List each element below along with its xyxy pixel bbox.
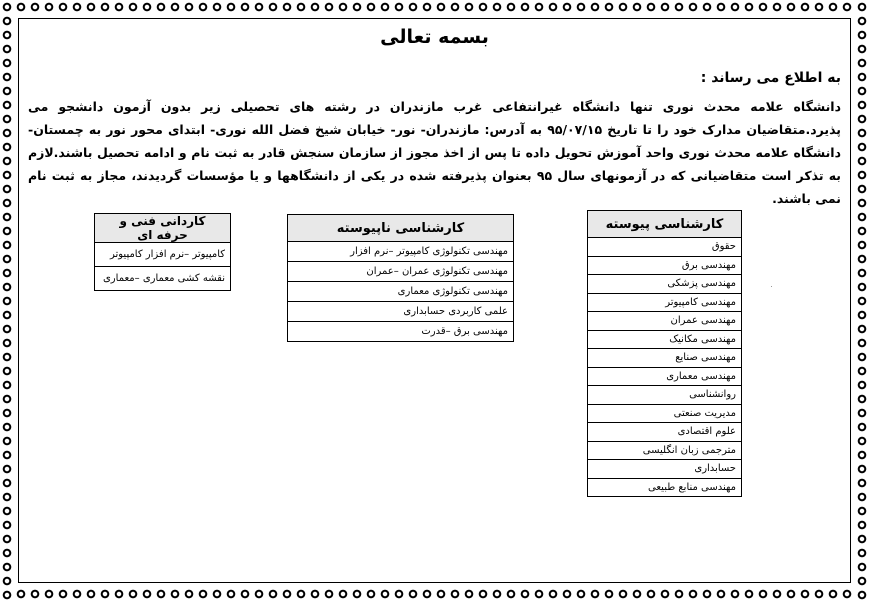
program-cell: مهندسی معماری — [588, 367, 742, 386]
program-cell: مترجمی زبان انگلیسی — [588, 441, 742, 460]
program-cell: کامپیوتر –نرم افزار کامپیوتر — [95, 243, 231, 267]
program-cell: مهندسی منابع طبیعی — [588, 478, 742, 497]
continuous-bachelor-table — [587, 210, 742, 497]
table-header: کارشناسی پیوسته — [588, 211, 742, 238]
table-row — [588, 367, 742, 386]
table-row — [288, 302, 514, 322]
program-cell: مهندسی تکنولوژی معماری — [288, 282, 514, 302]
decorative-border-left — [0, 0, 14, 601]
table-row — [588, 423, 742, 442]
table-row — [288, 262, 514, 282]
table-row — [288, 282, 514, 302]
program-cell: حقوق — [588, 238, 742, 257]
table-row — [588, 330, 742, 349]
program-cell: مهندسی تکنولوژی کامپیوتر –نرم افزار — [288, 242, 514, 262]
table-row — [588, 386, 742, 405]
table-row — [95, 267, 231, 291]
program-cell: مهندسی پزشکی — [588, 275, 742, 294]
table-row — [588, 441, 742, 460]
table-row — [588, 275, 742, 294]
table-row — [288, 242, 514, 262]
program-cell: مهندسی برق –قدرت — [288, 322, 514, 342]
program-cell: مهندسی کامپیوتر — [588, 293, 742, 312]
decorative-border-bottom — [0, 587, 869, 601]
stray-dot — [771, 286, 772, 287]
program-cell: مهندسی صنایع — [588, 349, 742, 368]
program-cell: حسابداری — [588, 460, 742, 479]
program-cell: روانشناسی — [588, 386, 742, 405]
program-cell: مهندسی تکنولوژی عمران –عمران — [288, 262, 514, 282]
discontinuous-bachelor-table — [287, 214, 514, 342]
program-cell: مهندسی عمران — [588, 312, 742, 331]
table-header: کاردانی فنی و حرفه ای — [95, 214, 231, 243]
program-cell: نقشه کشی معماری –معماری — [95, 267, 231, 291]
table-row — [288, 322, 514, 342]
table-row — [588, 404, 742, 423]
announcement-paragraph: دانشگاه علامه محدث نوری تنها دانشگاه غیرانتفاعی غرب مازندران در رشته های تحصیلی زیر بدون آزمون دانشجو می پذیرد.متقاضیان مدارک خود را تا تاریخ ۹۵/۰۷/۱۵ به آدرس: مازندران- نور- خیابان شیخ فضل الله نوری- ابتدای محور نور به چمستان- دانشگاه علامه محدث نوری واحد آموزش تحویل داده تا پس از اخذ مجوز از سازمان سنجش قادر به ثبت نام و ادامه تحصیل باشند.لازم به تذکر است متقاضیانی که در آزمونهای سال ۹۵ بعنوان پذیرفته شده در یکی از دانشگاهها و یا مؤسسات گردیدند، مجاز به ثبت نام نمی باشند. — [28, 99, 841, 206]
associate-degree-table — [94, 213, 231, 291]
table-row — [588, 478, 742, 497]
decorative-border-top — [0, 0, 869, 14]
table-row — [95, 243, 231, 267]
table-row — [588, 312, 742, 331]
program-cell: مهندسی برق — [588, 256, 742, 275]
table-row — [588, 460, 742, 479]
table-row — [588, 349, 742, 368]
table-row — [588, 256, 742, 275]
program-cell: مهندسی مکانیک — [588, 330, 742, 349]
table-header: کارشناسی ناپیوسته — [288, 215, 514, 242]
announcement-heading: به اطلاع می رساند : — [700, 70, 841, 86]
program-cell: علوم اقتصادی — [588, 423, 742, 442]
program-cell: علمی کاربردی حسابداری — [288, 302, 514, 322]
table-row — [588, 238, 742, 257]
page-title: بسمه تعالی — [380, 26, 489, 48]
program-cell: مدیریت صنعتی — [588, 404, 742, 423]
decorative-border-right — [855, 0, 869, 601]
table-row — [588, 293, 742, 312]
